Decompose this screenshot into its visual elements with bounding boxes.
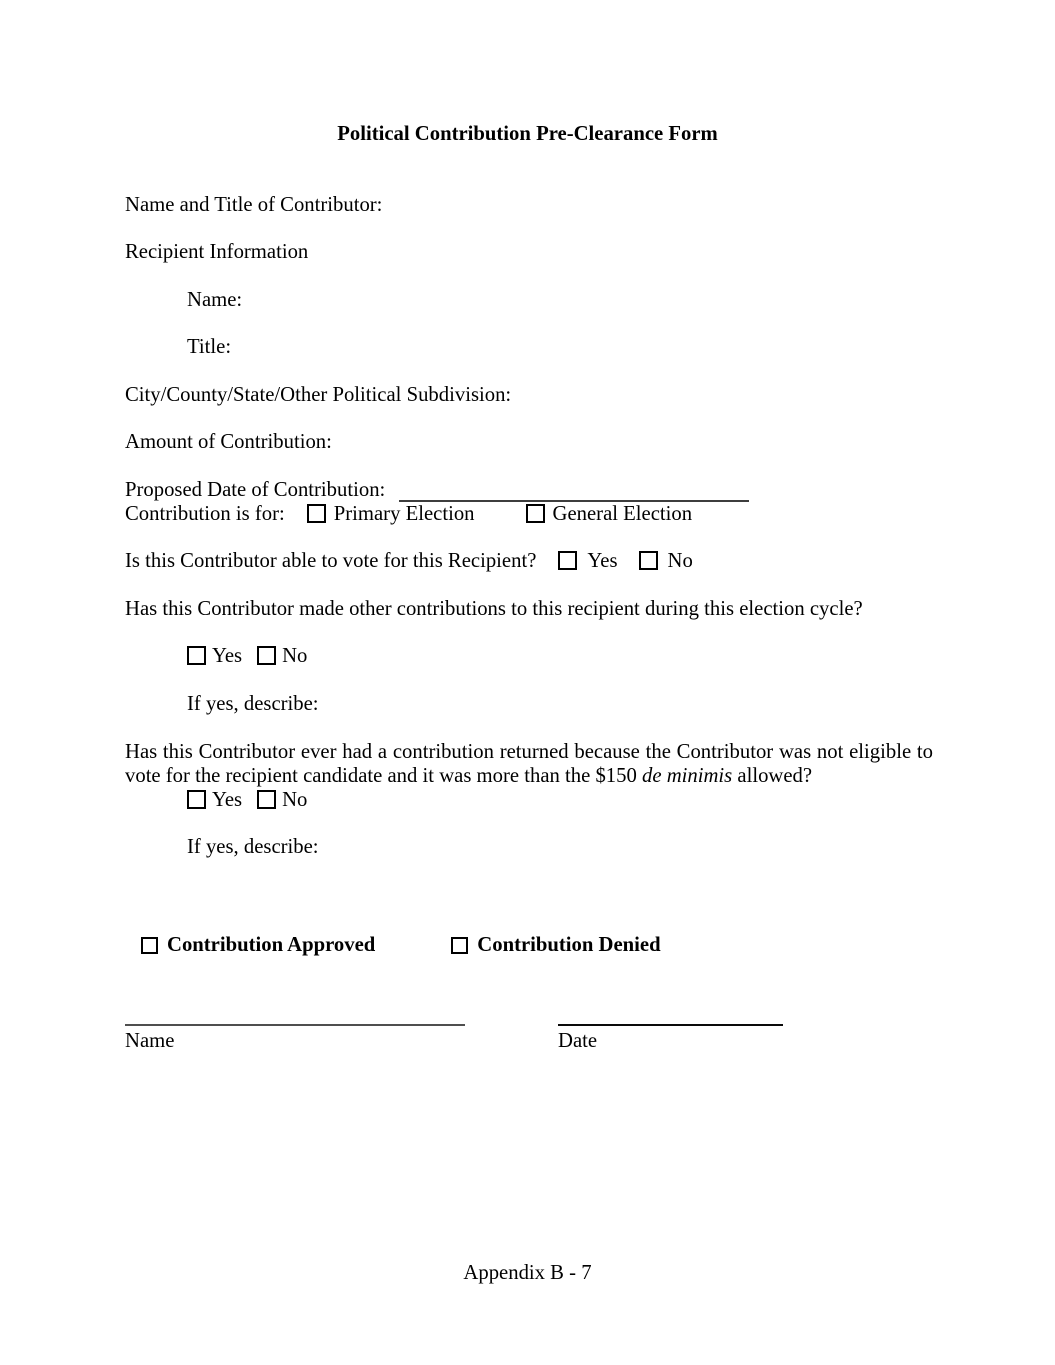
primary-election-label: Primary Election — [333, 502, 475, 525]
proposed-date-label: Proposed Date of Contribution: — [125, 478, 386, 501]
returned-question-italic-term: de minimis — [642, 764, 733, 787]
name-signature-field[interactable] — [125, 1024, 465, 1054]
checkbox-contribution-approved[interactable] — [141, 937, 158, 954]
recipient-name-label: Name: — [187, 288, 243, 311]
other-contributions-describe-label: If yes, describe: — [187, 692, 319, 715]
returned-contribution-question — [125, 741, 933, 788]
decision-row — [141, 934, 661, 958]
checkbox-other-contributions-no[interactable] — [257, 646, 276, 665]
page-footer: Appendix B - 7 — [463, 1262, 592, 1284]
recipient-information-heading: Recipient Information — [125, 241, 309, 263]
signature-date-label: Date — [558, 1030, 598, 1052]
date-signature-field[interactable] — [558, 1024, 783, 1054]
checkbox-primary-election[interactable] — [307, 504, 326, 523]
other-contributions-yes-label: Yes — [212, 645, 243, 667]
able-to-vote-question: Is this Contributor able to vote for this Recipient? — [125, 550, 537, 572]
able-to-vote-no-label: No — [667, 550, 693, 572]
subdivision-label: City/County/State/Other Political Subdivision: — [125, 383, 512, 406]
able-to-vote-row — [125, 550, 693, 574]
contributor-name-title-label: Name and Title of Contributor: — [125, 193, 383, 216]
returned-no-label: No — [282, 788, 308, 811]
contribution-for-label: Contribution is for: — [125, 502, 285, 525]
contribution-for-row — [125, 503, 692, 527]
checkbox-able-to-vote-yes[interactable] — [558, 551, 577, 570]
other-contributions-no-label: No — [282, 645, 308, 667]
proposed-date-row — [125, 479, 749, 503]
other-contributions-answer-row — [187, 645, 307, 669]
checkbox-returned-yes[interactable] — [187, 790, 206, 809]
returned-question-text: Has this Contributor ever had a contribution returned because the Contributor was not eligible to vote for the recipient candidate and it was more than the $150 — [125, 741, 933, 787]
checkbox-general-election[interactable] — [526, 504, 545, 523]
checkbox-able-to-vote-no[interactable] — [639, 551, 658, 570]
form-title: Political Contribution Pre-Clearance Form — [337, 123, 718, 145]
contribution-denied-label: Contribution Denied — [477, 934, 661, 956]
checkbox-other-contributions-yes[interactable] — [187, 646, 206, 665]
returned-yes-label: Yes — [212, 788, 243, 811]
general-election-label: General Election — [552, 502, 693, 525]
returned-describe-label: If yes, describe: — [187, 836, 319, 858]
checkbox-returned-no[interactable] — [257, 790, 276, 809]
returned-question-text-end: allowed? — [732, 764, 813, 787]
checkbox-contribution-denied[interactable] — [451, 937, 468, 954]
contribution-approved-label: Contribution Approved — [167, 934, 376, 956]
returned-answer-row — [187, 789, 307, 813]
signature-name-label: Name — [125, 1030, 175, 1052]
proposed-date-field[interactable] — [399, 486, 749, 502]
recipient-title-label: Title: — [187, 336, 232, 358]
other-contributions-question: Has this Contributor made other contributions to this recipient during this election cycle? — [125, 597, 863, 620]
amount-label: Amount of Contribution: — [125, 431, 332, 453]
able-to-vote-yes-label: Yes — [587, 550, 618, 572]
